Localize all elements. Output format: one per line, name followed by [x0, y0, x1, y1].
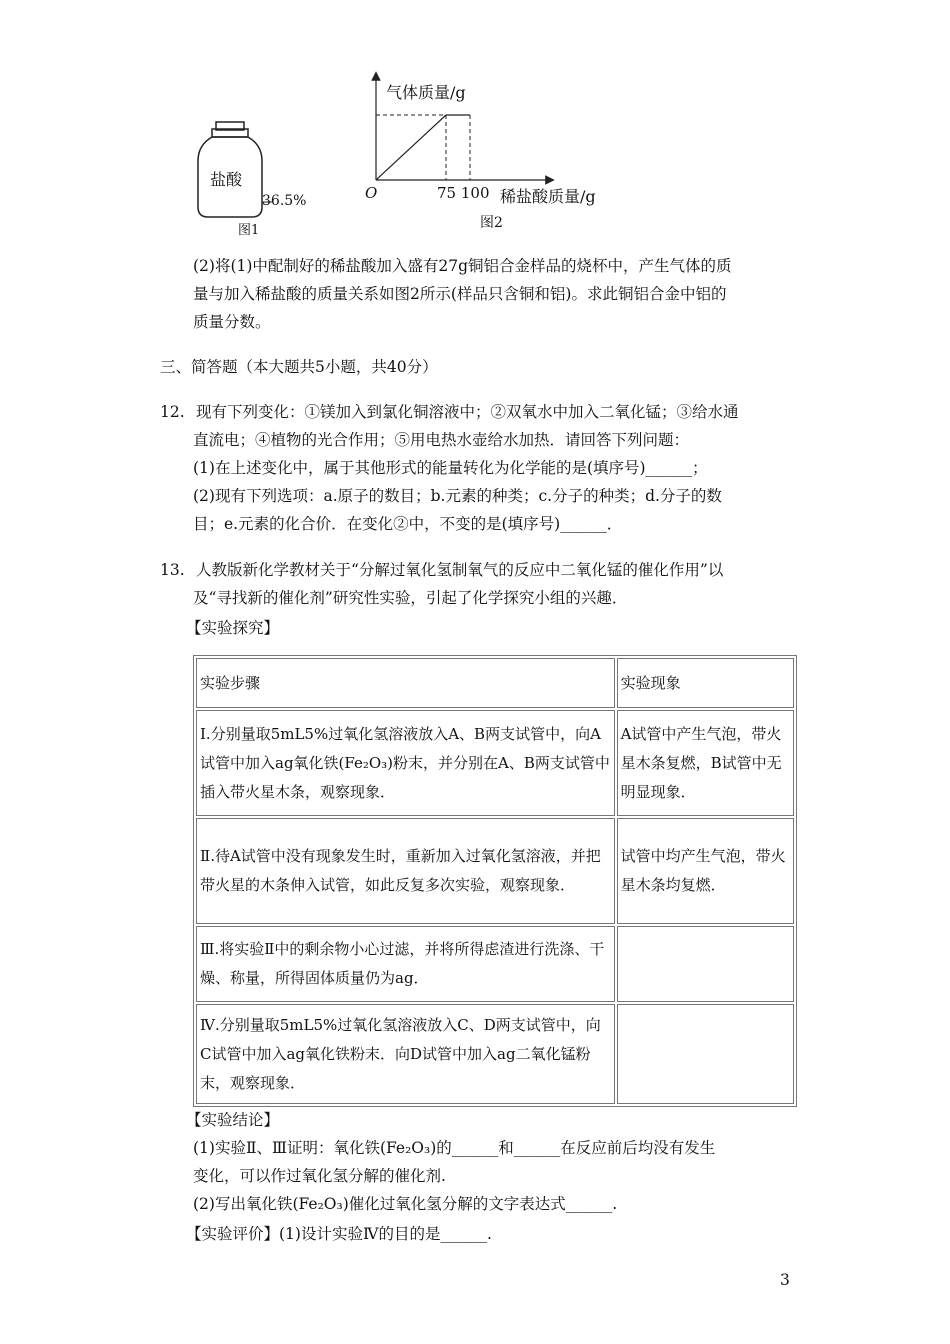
table-row [196, 710, 794, 816]
experiment-table [193, 655, 797, 1107]
observation-cell [617, 926, 794, 1002]
origin-label: O [365, 184, 378, 202]
section-heading: 三、简答题（本大题共5小题，共40分） [160, 358, 438, 376]
table-row [196, 926, 794, 1002]
table-header-row [196, 658, 794, 708]
figure-2 [360, 70, 620, 235]
x-axis-label: 稀盐酸质量/g [500, 187, 596, 206]
conclusion-line: (2)写出氧化铁(Fe₂O₃)催化过氧化氢分解的文字表达式______. [193, 1195, 618, 1213]
q11-part2-line: 量与加入稀盐酸的质量关系如图2所示(样品只含铜和铝)。求此铜铝合金中铝的 [193, 285, 727, 303]
observation-cell [617, 1004, 794, 1104]
q13-line: 及“寻找新的催化剂”研究性实验，引起了化学探究小组的兴趣． [193, 589, 628, 607]
q12-line: 现有下列变化：①镁加入到氯化铜溶液中；②双氧水中加入二氧化锰；③给水通 [196, 403, 739, 421]
q11-part2-line: 质量分数。 [193, 313, 271, 331]
conclusion-heading: 【实验结论】 [186, 1111, 280, 1129]
q12-line: 目；e.元素的化合价．在变化②中，不变的是(填序号)______． [193, 515, 623, 533]
table-row [196, 1004, 794, 1104]
step-cell: Ⅲ.将实验Ⅱ中的剩余物小心过滤，并将所得虑渣进行洗涤、干燥、称量，所得固体质量仍为ag． [196, 926, 615, 1002]
q12-line: (2)现有下列选项：a.原子的数目；b.元素的种类；c.分子的种类；d.分子的数 [193, 487, 722, 505]
q12-line: (1)在上述变化中，属于其他形式的能量转化为化学能的是(填序号)______； [193, 459, 708, 477]
figure-1-caption: 图1 [238, 223, 260, 238]
observation-cell: 试管中均产生气泡，带火星木条均复燃． [617, 818, 794, 924]
header-step: 实验步骤 [196, 658, 615, 708]
evaluation-line: 【实验评价】(1)设计实验Ⅳ的目的是______. [186, 1225, 492, 1243]
q11-part2-line: (2)将(1)中配制好的稀盐酸加入盛有27g铜铝合金样品的烧杯中，产生气体的质 [193, 257, 732, 275]
step-cell: Ⅳ.分别量取5mL5%过氧化氢溶液放入C、D两支试管中，向C试管中加入ag氧化铁粉末．向D试管中加入ag二氧化锰粉末，观察现象． [196, 1004, 615, 1104]
page-number: 3 [780, 1271, 790, 1289]
x-tick-labels: 75 100 [437, 184, 490, 202]
q12-line: 直流电；④植物的光合作用；⑤用电热水壶给水加热．请回答下列问题： [193, 431, 690, 449]
figure-1 [190, 115, 330, 240]
step-cell: Ⅰ.分别量取5mL5%过氧化氢溶液放入A、B两支试管中，向A试管中加入ag氧化铁(Fe₂O₃)粉末，并分别在A、B两支试管中插入带火星木条，观察现象． [196, 710, 615, 816]
rising-line [376, 115, 446, 180]
figure-2-caption: 图2 [480, 215, 503, 231]
q13-line: 人教版新化学教材关于“分解过氧化氢制氧气的反应中二氧化锰的催化作用”以 [196, 561, 724, 579]
table-row [196, 818, 794, 924]
header-observation: 实验现象 [617, 658, 794, 708]
conclusion-line: (1)实验Ⅱ、Ⅲ证明：氧化铁(Fe₂O₃)的______和______在反应前后均没有发生 [193, 1139, 716, 1157]
bottle-label: 盐酸 [210, 170, 243, 189]
q12-number: 12. [160, 403, 185, 421]
explore-heading: 【实验探究】 [186, 619, 280, 637]
concentration-label: 36.5% [262, 193, 307, 209]
conclusion-line: 变化，可以作过氧化氢分解的催化剂. [193, 1167, 446, 1185]
step-cell: Ⅱ.待A试管中没有现象发生时，重新加入过氧化氢溶液，并把带火星的木条伸入试管，如此反复多次实验，观察现象． [196, 818, 615, 924]
y-axis-label: 气体质量/g [386, 83, 466, 102]
observation-cell: A试管中产生气泡，带火星木条复燃，B试管中无明显现象． [617, 710, 794, 816]
q13-number: 13. [160, 561, 185, 579]
